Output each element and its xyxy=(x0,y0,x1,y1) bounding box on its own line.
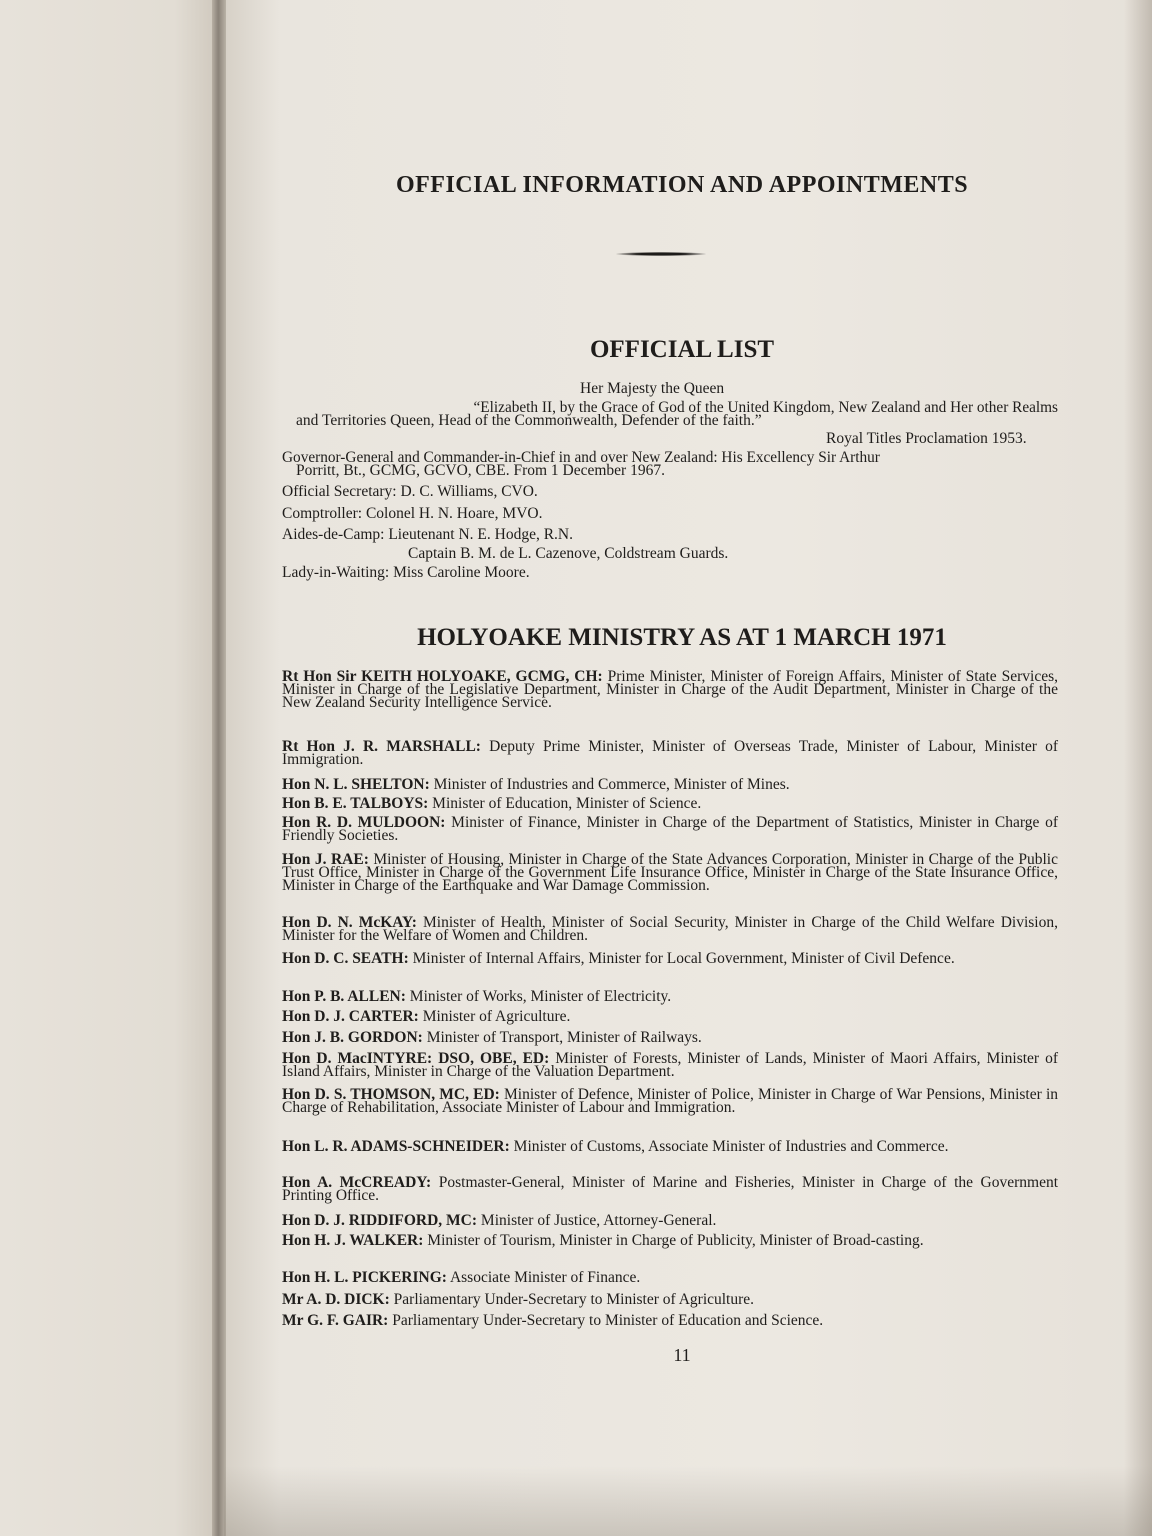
minister-portfolios: Minister of Industries and Commerce, Minister of Mines. xyxy=(429,776,790,793)
minister-name: Rt Hon J. R. MARSHALL: xyxy=(282,738,481,755)
minister-portfolios: Parliamentary Under-Secretary to Minister of Education and Science. xyxy=(388,1312,824,1329)
left-page xyxy=(0,0,218,1536)
minister-name: Hon D. S. THOMSON, MC, ED: xyxy=(282,1086,500,1103)
minister-entry xyxy=(282,797,1058,810)
minister-entry xyxy=(282,916,1058,942)
minister-portfolios: Associate Minister of Finance. xyxy=(446,1269,641,1286)
minister-name: Hon R. D. MULDOON: xyxy=(282,814,446,831)
minister-entry xyxy=(282,1271,1058,1284)
minister-portfolios: Deputy Prime Minister, Minister of Overseas Trade, Minister of Labour, Minister of Immigration. xyxy=(282,738,1058,768)
ministry-heading: HOLYOAKE MINISTRY AS AT 1 MARCH 1971 xyxy=(417,624,947,651)
aides-de-camp-line-2: Captain B. M. de L. Cazenove, Coldstream Guards. xyxy=(408,545,729,562)
minister-entry xyxy=(282,1293,1058,1306)
minister-name: Hon D. J. RIDDIFORD, MC: xyxy=(282,1212,478,1229)
minister-portfolios: Minister of Agriculture. xyxy=(418,1008,571,1025)
minister-entry xyxy=(282,1140,1058,1153)
minister-entry xyxy=(282,1088,1058,1114)
minister-portfolios: Minister of Finance, Minister in Charge of the Department of Statistics, Minister in Charge of Friendly Societies. xyxy=(282,814,1059,844)
minister-entry xyxy=(282,952,1058,965)
minister-entry xyxy=(282,1214,1058,1227)
minister-name: Hon D. N. McKAY: xyxy=(282,914,417,931)
minister-name: Hon H. L. PICKERING: xyxy=(282,1269,447,1286)
minister-entry xyxy=(282,1052,1058,1078)
minister-portfolios: Minister of Customs, Associate Minister of Industries and Commerce. xyxy=(509,1138,949,1155)
minister-name: Hon D. J. CARTER: xyxy=(282,1008,419,1025)
minister-name: Hon N. L. SHELTON: xyxy=(282,776,430,793)
minister-name: Hon L. R. ADAMS-SCHNEIDER: xyxy=(282,1138,510,1155)
minister-name: Hon A. McCREADY: xyxy=(282,1174,432,1191)
royal-style-line-1: “Elizabeth II, by the Grace of God of the United Kingdom, New Zealand and Her other Realms xyxy=(473,399,1058,416)
minister-portfolios: Minister of Works, Minister of Electricity. xyxy=(405,988,672,1005)
minister-portfolios: Minister of Defence, Minister of Police, Minister in Charge of War Pensions, Minister in Charge of Rehabilitation, Associate Minister of Labour and Immigration. xyxy=(282,1086,1059,1116)
minister-name: Hon B. E. TALBOYS: xyxy=(282,795,429,812)
minister-portfolios: Minister of Forests, Minister of Lands, Minister of Maori Affairs, Minister of Island Affairs, Minister in Charge of the Valuation Department. xyxy=(282,1050,1058,1080)
aides-de-camp-line-1: Aides-de-Camp: Lieutenant N. E. Hodge, R.N. xyxy=(282,526,573,543)
minister-portfolios: Minister of Housing, Minister in Charge of the State Advances Corporation, Minister in Charge of the Public Trust Office, Minister in Charge of the Government Life Insurance Office, Minister in Charge of the State Insurance Office, Minister in Charge of the Earthquake and War Damage Commission. xyxy=(282,851,1058,894)
minister-entry xyxy=(282,853,1058,892)
minister-name: Mr G. F. GAIR: xyxy=(282,1312,389,1329)
minister-name: Hon J. RAE: xyxy=(282,851,369,868)
minister-portfolios: Minister of Tourism, Minister in Charge of Publicity, Minister of Broad-casting. xyxy=(423,1232,924,1249)
minister-entry xyxy=(282,1031,1058,1044)
minister-name: Hon D. C. SEATH: xyxy=(282,950,409,967)
minister-portfolios: Postmaster-General, Minister of Marine and Fisheries, Minister in Charge of the Government Printing Office. xyxy=(282,1174,1058,1204)
minister-portfolios: Minister of Internal Affairs, Minister for Local Government, Minister of Civil Defence. xyxy=(408,950,955,967)
minister-name: Mr A. D. DICK: xyxy=(282,1291,390,1308)
minister-portfolios: Minister of Transport, Minister of Railways. xyxy=(422,1029,702,1046)
minister-entry xyxy=(282,1010,1058,1023)
royal-style-line-2: and Territories Queen, Head of the Commonwealth, Defender of the faith.” xyxy=(296,412,762,429)
minister-entry xyxy=(282,740,1058,766)
minister-entry xyxy=(282,816,1058,842)
bottom-shadow xyxy=(224,1466,1152,1536)
title-rule xyxy=(616,252,706,256)
minister-entry xyxy=(282,1234,1058,1247)
page-title: OFFICIAL INFORMATION AND APPOINTMENTS xyxy=(395,172,969,198)
book-gutter xyxy=(212,0,226,1536)
minister-name: Hon J. B. GORDON: xyxy=(282,1029,423,1046)
comptroller: Comptroller: Colonel H. N. Hoare, MVO. xyxy=(282,505,543,522)
governor-general-line-2: Porritt, Bt., GCMG, GCVO, CBE. From 1 December 1967. xyxy=(296,462,665,479)
minister-name: Rt Hon Sir KEITH HOLYOAKE, GCMG, CH: xyxy=(282,668,603,685)
minister-name: Hon P. B. ALLEN: xyxy=(282,988,406,1005)
official-secretary: Official Secretary: D. C. Williams, CVO. xyxy=(282,483,538,500)
minister-entry xyxy=(282,990,1058,1003)
minister-portfolios: Parliamentary Under-Secretary to Minister of Agriculture. xyxy=(389,1291,755,1308)
minister-name: Hon H. J. WALKER: xyxy=(282,1232,424,1249)
minister-portfolios: Prime Minister, Minister of Foreign Affairs, Minister of State Services, Minister in Charge of the Legislative Department, Minister in Charge of the Audit Department, Minister in Charge of the New Zealand Security Intelligence Service. xyxy=(282,668,1058,711)
official-list-heading: OFFICIAL LIST xyxy=(589,336,775,363)
governor-general-line-1: Governor-General and Commander-in-Chief in and over New Zealand: His Excellency Sir Arthur xyxy=(282,449,880,466)
minister-portfolios: Minister of Justice, Attorney-General. xyxy=(477,1212,717,1229)
royal-titles-proclamation: Royal Titles Proclamation 1953. xyxy=(826,430,1027,447)
page-edge-shadow xyxy=(1124,0,1152,1536)
minister-name: Hon D. MacINTYRE: DSO, OBE, ED: xyxy=(282,1050,550,1067)
lady-in-waiting: Lady-in-Waiting: Miss Caroline Moore. xyxy=(282,564,530,581)
minister-portfolios: Minister of Education, Minister of Science. xyxy=(428,795,702,812)
minister-entry xyxy=(282,1176,1058,1202)
minister-entry xyxy=(282,670,1058,709)
page-number: 11 xyxy=(673,1345,691,1365)
minister-entry xyxy=(282,1314,1058,1327)
minister-portfolios: Minister of Health, Minister of Social Security, Minister in Charge of the Child Welfare Division, Minister for the Welfare of Women and Children. xyxy=(282,914,1058,944)
queen-line: Her Majesty the Queen xyxy=(580,380,725,397)
minister-entry xyxy=(282,778,1058,791)
